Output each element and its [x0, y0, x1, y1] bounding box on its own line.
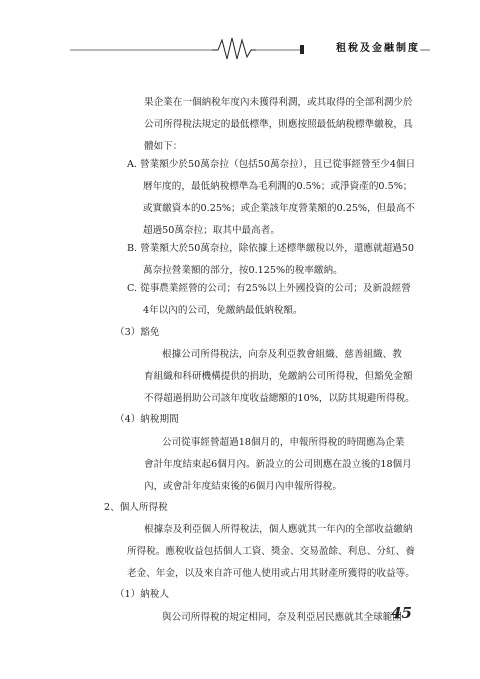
text-line: 不得超過捐助公司該年度收益總額的10%，以防其規避所得稅。 [144, 393, 415, 404]
subsection-heading: （4）納稅期間 [115, 414, 179, 425]
list-item-b-line: B. 營業額大於50萬奈拉，除依據上述標準繳稅以外，還應就超過50 [127, 243, 415, 254]
subsection-heading: （1）納稅人 [115, 589, 170, 600]
text-line: 會計年度結束起6個月內。新設立的公司則應在設立後的18個月 [144, 459, 412, 470]
list-item-a-line: 曆年度的，最低納稅標準為毛利潤的0.5%；或淨資產的0.5%； [143, 181, 413, 192]
list-item-c-line: 4年以內的公司，免繳納最低納稅額。 [143, 305, 303, 316]
subsection-heading: （3）豁免 [115, 327, 160, 338]
list-item-a-line: 超過50萬奈拉；取其中最高者。 [143, 225, 280, 236]
list-item-a-line: A. 營業額少於50萬奈拉（包括50萬奈拉），且已從事經營至少4個日 [127, 159, 416, 170]
page-number: 45 [391, 604, 412, 622]
text-line: 內，或會計年度結束後的6個月內申報所得稅。 [144, 481, 342, 492]
text-line: 公司所得稅法規定的最低標準，則應按照最低納稅標準繳稅，具 [144, 119, 413, 130]
section-heading: 2、個人所得稅 [104, 502, 168, 513]
text-line: 所得稅。應稅收益包括個人工資、獎金、交易盈餘、利息、分紅、養 [127, 546, 415, 557]
running-header [0, 34, 480, 62]
list-item-c-line: C. 從事農業經營的公司；有25%以上外國投資的公司；及新設經營 [127, 283, 411, 294]
text-line: 根據公司所得稅法，向奈及利亞教會組織、慈善組織、教 [162, 349, 402, 360]
list-item-a-line: 或實繳資本的0.25%；或企業該年度營業額的0.25%，但最高不 [143, 203, 416, 214]
text-line: 公司從事經營超過18個月的，申報所得稅的時間應為企業 [162, 437, 405, 448]
text-line: 老金、年金，以及來自許可他人使用或占用其財產所獲得的收益等。 [127, 568, 415, 579]
list-item-b-line: 萬奈拉營業額的部分，按0.125%的稅率繳納。 [143, 265, 343, 276]
text-line: 與公司所得稅的規定相同，奈及利亞居民應就其全球範圍 [162, 612, 402, 623]
text-line: 體如下： [144, 141, 183, 152]
text-line: 育組織和科研機構提供的捐助，免繳納公司所得稅，但豁免金額 [144, 371, 413, 382]
text-line: 根據奈及利亞個人所得稅法，個人應就其一年內的全部收益繳納 [144, 524, 413, 535]
header-title: 租稅及金融制度 [336, 43, 420, 54]
text-line: 果企業在一個納稅年度內未獲得利潤，或其取得的全部利潤少於 [144, 97, 413, 108]
